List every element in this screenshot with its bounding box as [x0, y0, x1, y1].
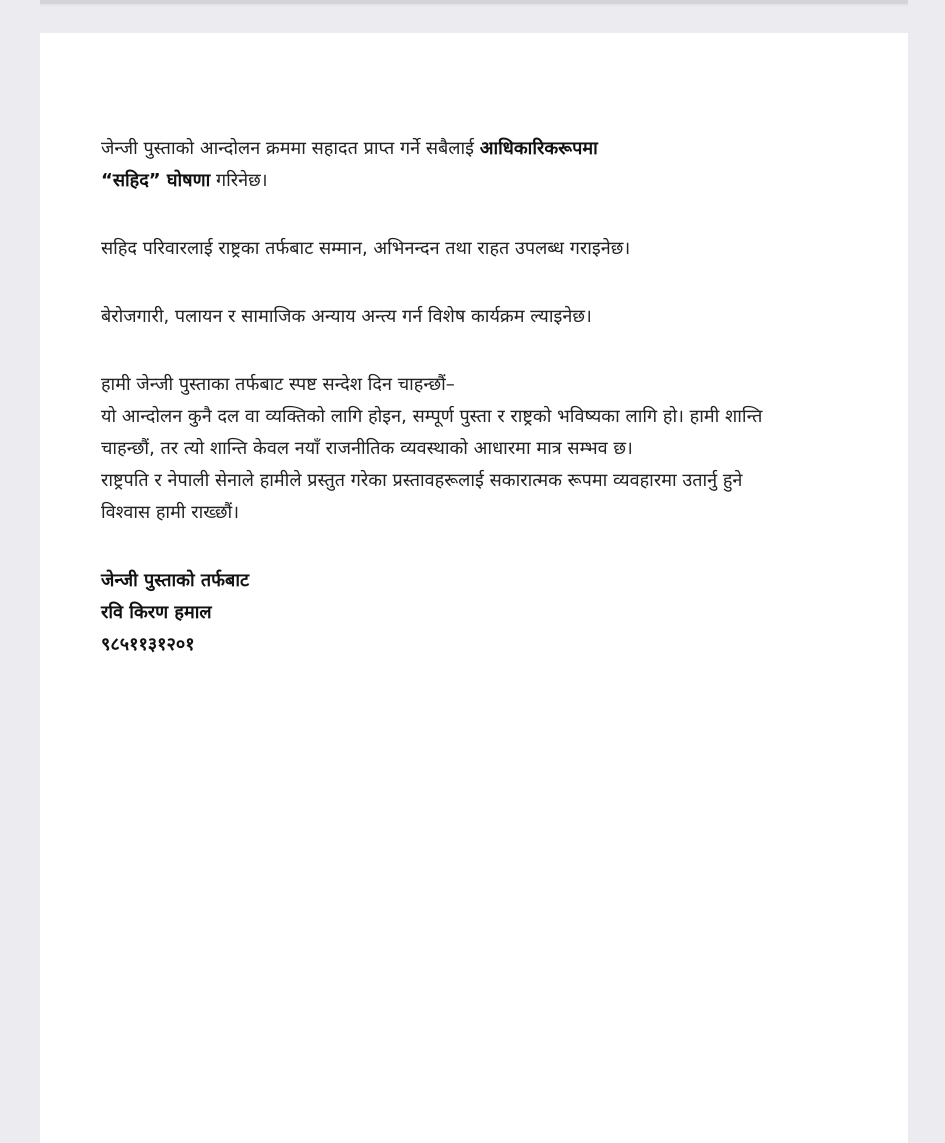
top-divider-shadow	[40, 4, 908, 6]
paragraph-1-line-2	[101, 165, 771, 197]
signature-block	[101, 565, 771, 661]
paragraph-message	[101, 369, 771, 529]
paragraph-4-line-3: राष्ट्रपति र नेपाली सेनाले हामीले प्रस्तुत गरेका प्रस्तावहरूलाई सकारात्मक रूपमा व्यवहारमा उतार्नु हुने विश्वास हामी राख्छौं।	[101, 470, 743, 523]
signature-phone: ९८५११३१२०१	[101, 634, 195, 655]
paragraph-1-line-1	[101, 133, 771, 165]
paragraph-4-line-1: हामी जेन्जी पुस्ताका तर्फबाट स्पष्ट सन्देश दिन चाहन्छौं–	[101, 374, 455, 395]
paragraph-special-program	[101, 301, 771, 333]
paragraph-1-declaration-bold: “सहिद” घोषणा	[101, 170, 211, 191]
paragraph-martyr-declaration	[101, 133, 771, 197]
document-content	[101, 133, 771, 661]
signature-on-behalf: जेन्जी पुस्ताको तर्फबाट	[101, 570, 250, 591]
signature-name: रवि किरण हमाल	[101, 602, 212, 623]
paragraph-1-text: जेन्जी पुस्ताको आन्दोलन क्रममा सहादत प्राप्त गर्ने सबैलाई	[101, 138, 480, 159]
paragraph-4-line-2: यो आन्दोलन कुनै दल वा व्यक्तिको लागि होइन, सम्पूर्ण पुस्ता र राष्ट्रको भविष्यका लागि हो। हामी शान्ति चाहन्छौं, तर त्यो शान्ति केवल नयाँ राजनीतिक व्यवस्थाको आधारमा मात्र सम्भव छ।	[101, 406, 763, 459]
paragraph-1-emphasis: आधिकारिकरूपमा	[479, 138, 598, 159]
paragraph-3-text: बेरोजगारी, पलायन र सामाजिक अन्याय अन्त्य गर्न विशेष कार्यक्रम ल्याइनेछ।	[101, 306, 592, 327]
paragraph-family-honor	[101, 233, 771, 265]
paragraph-1-ending: गरिनेछ।	[210, 170, 268, 191]
paragraph-2-text: सहिद परिवारलाई राष्ट्रका तर्फबाट सम्मान, अभिनन्दन तथा राहत उपलब्ध गराइनेछ।	[101, 238, 631, 259]
